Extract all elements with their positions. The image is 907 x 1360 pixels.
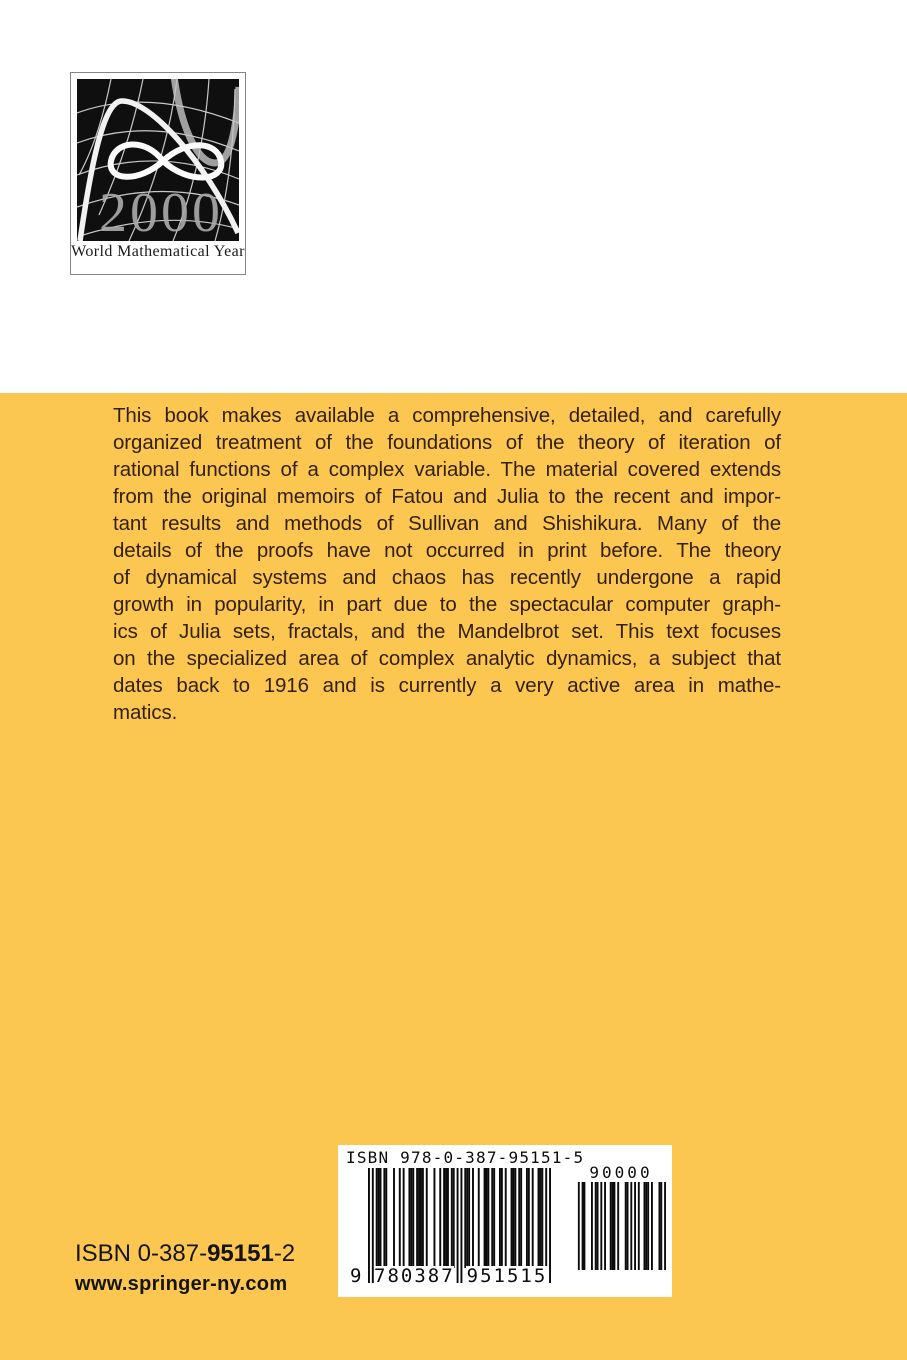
wmy-logo-box — [70, 72, 246, 275]
barcode-isbn-label: ISBN 978-0-387-95151-5 — [346, 1148, 585, 1167]
blurb-line: on the specialized area of complex analytic dynamics, a subject that — [113, 647, 781, 670]
isbn-bold-part: 95151 — [207, 1240, 274, 1267]
blurb-line: This book makes available a comprehensive, detailed, and carefully — [113, 404, 781, 427]
supplement-barcode — [576, 1182, 666, 1270]
blurb-line: growth in popularity, in part due to the spectacular computer graph- — [113, 593, 781, 616]
logo-year-text: 2000 — [99, 182, 223, 241]
barcode-digits-left-group: 780387 — [374, 1265, 455, 1287]
wmy-logo-art — [77, 79, 239, 241]
barcode-digit-leading: 9 — [350, 1265, 362, 1287]
blurb-line: of dynamical systems and chaos has recently undergone a rapid — [113, 566, 781, 589]
blurb-line: organized treatment of the foundations of the theory of iteration of — [113, 431, 781, 454]
isbn-suffix: -2 — [273, 1240, 296, 1267]
website-url: www.springer-ny.com — [75, 1273, 288, 1295]
barcode-digits-right-group: 951515 — [466, 1265, 548, 1287]
barcode-panel — [338, 1145, 672, 1297]
blurb-line: details of the proofs have not occurred in print before. The theory — [113, 539, 781, 562]
back-cover-blurb — [113, 402, 781, 726]
logo-caption: World Mathematical Year — [71, 243, 245, 260]
supplement-code: 90000 — [589, 1163, 653, 1182]
blurb-line: tant results and methods of Sullivan and Shishikura. Many of the — [113, 512, 781, 535]
blurb-line: dates back to 1916 and is currently a very active area in mathe- — [113, 674, 781, 697]
blurb-line: ics of Julia sets, fractals, and the Mandelbrot set. This text focuses — [113, 620, 781, 643]
blurb-line: rational functions of a complex variable. The material covered extends — [113, 458, 781, 481]
isbn-prefix: ISBN 0-387- — [75, 1240, 208, 1267]
blurb-line: matics. — [113, 701, 178, 724]
isbn-line — [75, 1240, 295, 1268]
blurb-line: from the original memoirs of Fatou and Julia to the recent and impor- — [113, 485, 781, 508]
